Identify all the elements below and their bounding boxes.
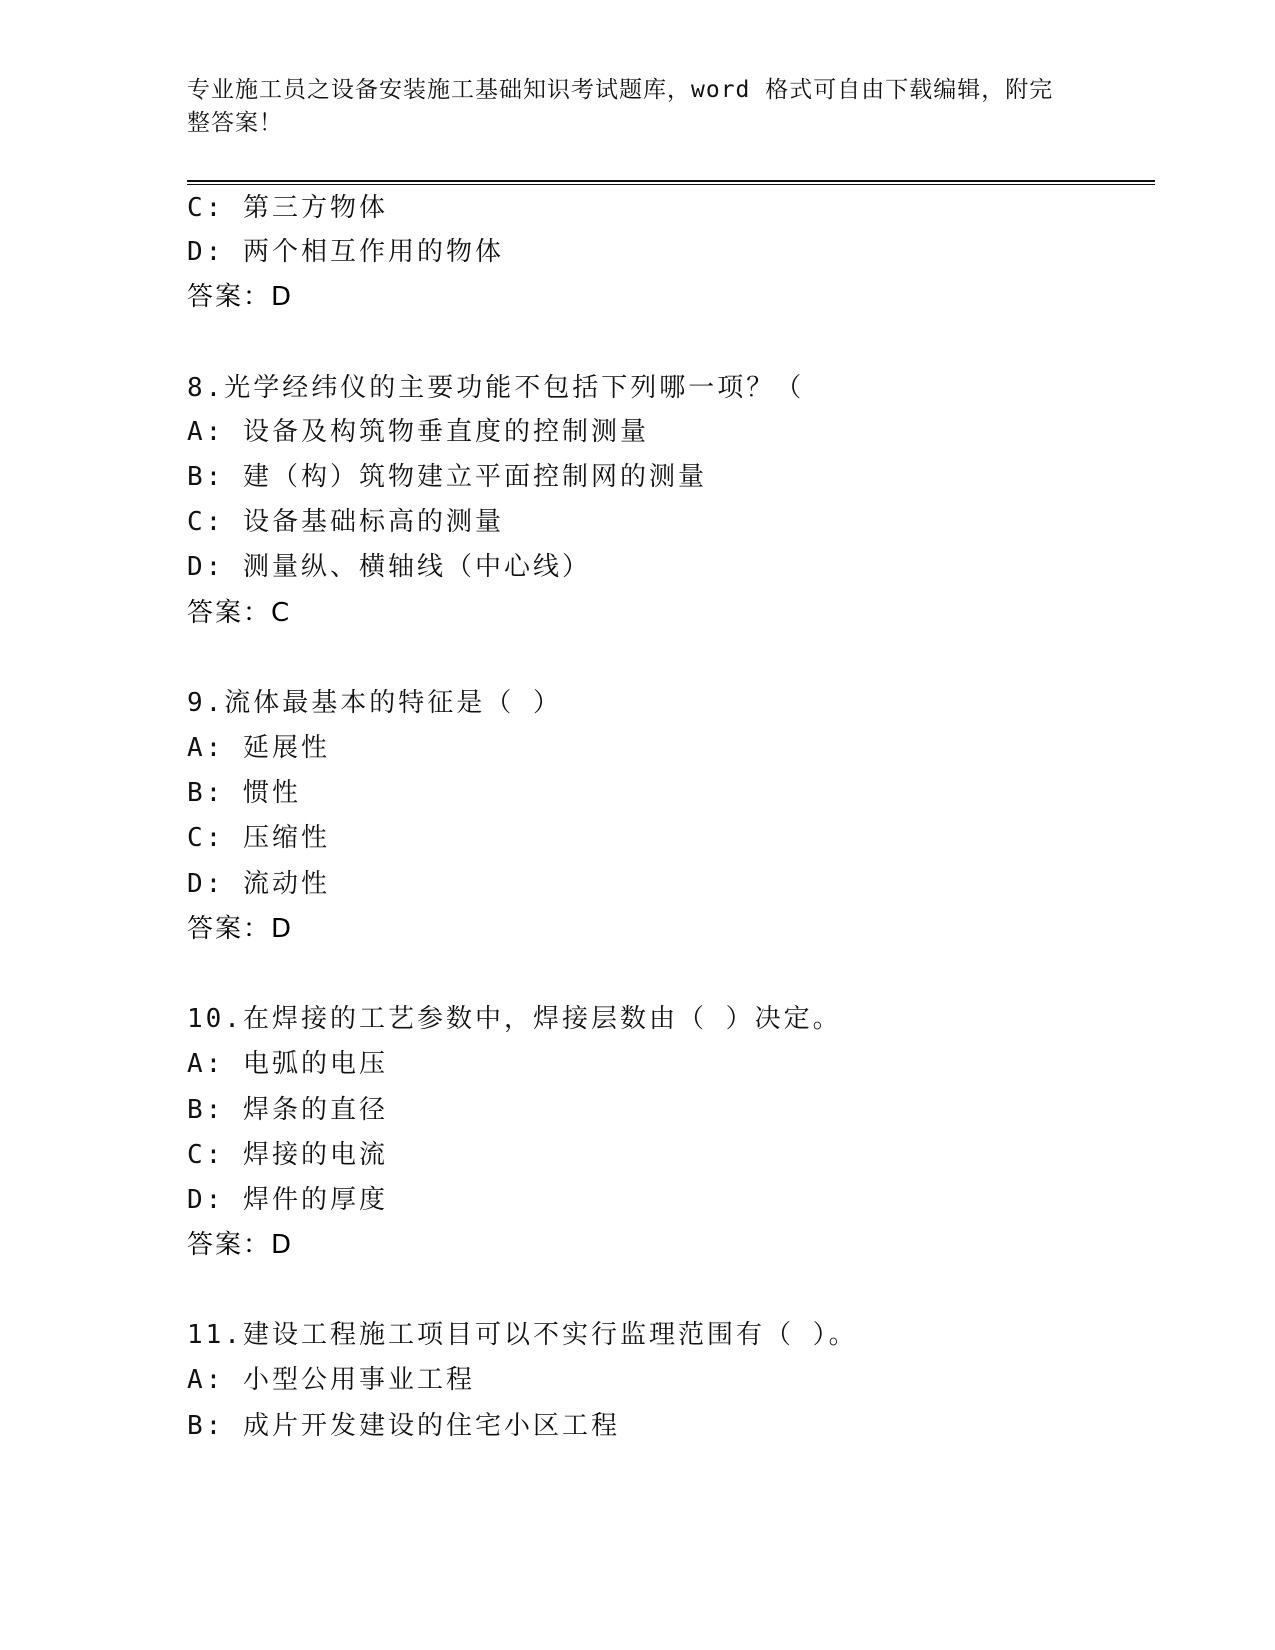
q8-option-a: A: 设备及构筑物垂直度的控制测量 — [187, 417, 649, 447]
q9-option-a: A: 延展性 — [187, 733, 330, 763]
q11-option-b: B: 成片开发建设的住宅小区工程 — [187, 1411, 620, 1441]
q10-answer: 答案：D — [187, 1230, 294, 1260]
q7-option-c: C: 第三方物体 — [187, 193, 388, 223]
q7-option-d: D: 两个相互作用的物体 — [187, 237, 504, 267]
q11-option-a: A: 小型公用事业工程 — [187, 1365, 475, 1395]
header-divider-thin — [187, 184, 1155, 185]
header-title-line1: 专业施工员之设备安装施工基础知识考试题库，word 格式可自由下载编辑，附完 — [187, 77, 1054, 103]
q10-option-c: C: 焊接的电流 — [187, 1140, 388, 1170]
q8-question: 8.光学经纬仪的主要功能不包括下列哪一项？（ — [187, 373, 805, 403]
header-divider-thick — [187, 180, 1155, 182]
q9-option-b: B: 惯性 — [187, 778, 301, 808]
q9-answer: 答案：D — [187, 914, 294, 944]
q9-question: 9.流体最基本的特征是（ ） — [187, 688, 562, 718]
q9-option-c: C: 压缩性 — [187, 823, 330, 853]
q10-question: 10.在焊接的工艺参数中，焊接层数由（ ）决定。 — [187, 1004, 842, 1034]
q8-option-c: C: 设备基础标高的测量 — [187, 507, 504, 537]
q8-answer: 答案：C — [187, 598, 292, 628]
q8-option-b: B: 建（构）筑物建立平面控制网的测量 — [187, 462, 707, 492]
header-title-line2: 整答案！ — [187, 110, 283, 136]
q10-option-a: A: 电弧的电压 — [187, 1049, 388, 1079]
document-header — [187, 74, 1067, 140]
q10-option-d: D: 焊件的厚度 — [187, 1185, 388, 1215]
q8-option-d: D: 测量纵、横轴线（中心线） — [187, 552, 591, 582]
q11-question: 11.建设工程施工项目可以不实行监理范围有（ ）。 — [187, 1320, 858, 1350]
q9-option-d: D: 流动性 — [187, 869, 330, 899]
q10-option-b: B: 焊条的直径 — [187, 1095, 388, 1125]
q7-answer: 答案：D — [187, 282, 294, 312]
